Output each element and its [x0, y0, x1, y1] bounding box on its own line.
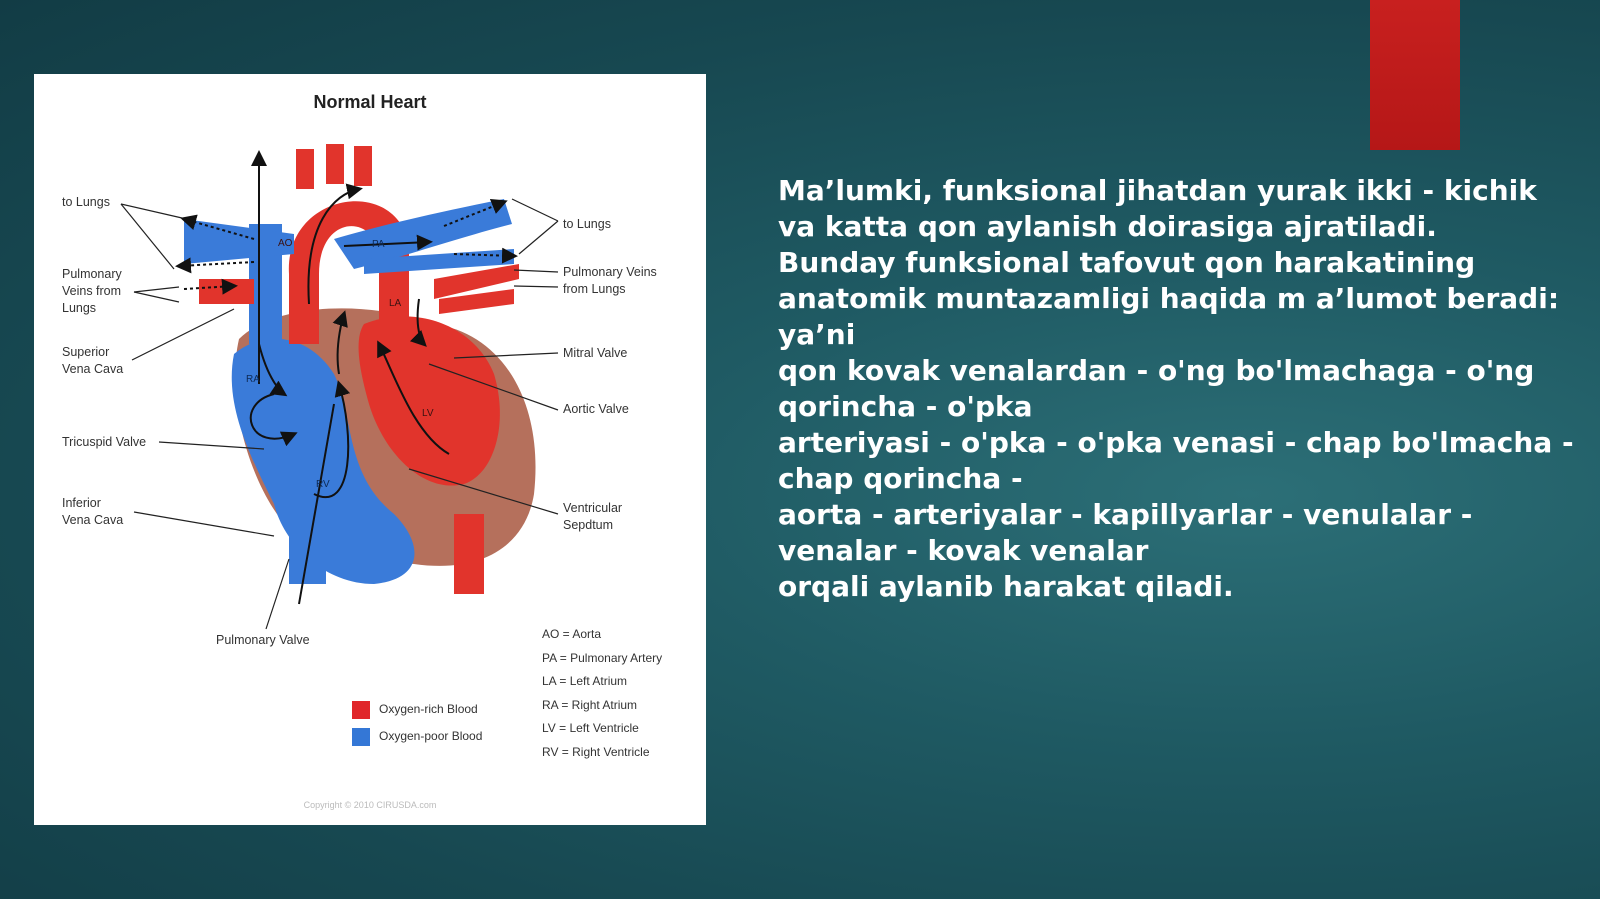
inferior-vena-cava	[289, 514, 326, 584]
diagram-title: Normal Heart	[313, 92, 427, 112]
body-line: va katta qon aylanish doirasiga ajratiladi.	[778, 210, 1437, 243]
tag-pa: PA	[372, 239, 385, 250]
abbreviation-item: LV = Left Ventricle	[542, 721, 639, 735]
label-pulmonary-veins-right: Pulmonary Veins from Lungs	[563, 265, 657, 296]
label-aortic-valve: Aortic Valve	[563, 402, 629, 416]
legend-swatch-blue	[352, 728, 370, 746]
legend-label-oxygen-poor: Oxygen-poor Blood	[379, 729, 483, 744]
legend-oxygen-poor	[352, 728, 482, 746]
legend-label-oxygen-rich: Oxygen-rich Blood	[379, 702, 478, 717]
label-to-lungs-left: to Lungs	[62, 195, 110, 209]
label-ventricular-septum: Ventricular Sepdtum	[563, 501, 623, 532]
decorative-red-tab	[1370, 0, 1460, 150]
legend-oxygen-rich	[352, 701, 478, 719]
tag-la: LA	[389, 298, 402, 309]
label-superior-vena-cava: Superior Vena Cava	[62, 345, 124, 376]
body-line: Bunday funksional tafovut qon harakatining	[778, 246, 1476, 279]
label-to-lungs-right: to Lungs	[563, 217, 611, 231]
body-line: arteriyasi - o'pka - o'pka venasi - chap bo'lmacha -	[778, 426, 1574, 459]
legend-swatch-red	[352, 701, 370, 719]
body-line: qon kovak venalardan - o'ng bo'lmachaga - o'ng	[778, 354, 1535, 387]
tag-lv: LV	[422, 408, 434, 419]
abbreviation-list	[542, 627, 662, 768]
abbreviation-item: RA = Right Atrium	[542, 697, 638, 712]
aorta-branch-1	[296, 149, 314, 189]
label-mitral-valve: Mitral Valve	[563, 346, 628, 360]
body-line: Ma’lumki, funksional jihatdan yurak ikki - kichik	[778, 174, 1537, 207]
descending-aorta	[454, 514, 484, 594]
abbreviation-item: AO = Aorta	[542, 627, 602, 641]
label-pulmonary-valve: Pulmonary Valve	[216, 633, 310, 647]
abbreviation-item: LA = Left Atrium	[542, 674, 628, 688]
body-line: aorta - arteriyalar - kapillyarlar - venulalar -	[778, 498, 1473, 531]
body-line: venalar - kovak venalar	[778, 534, 1149, 567]
slide-body-text	[778, 173, 1574, 605]
pulmonary-vein-left	[199, 279, 254, 304]
aorta-branch-3	[354, 146, 372, 186]
body-line: ya’ni	[778, 318, 856, 351]
label-pulmonary-veins-left: Pulmonary Veins from Lungs	[62, 267, 122, 315]
body-line: chap qorincha -	[778, 462, 1023, 495]
tag-ra: RA	[246, 374, 260, 385]
label-tricuspid-valve: Tricuspid Valve	[62, 435, 147, 449]
heart-diagram-image	[34, 74, 706, 825]
copyright-notice: Copyright © 2010 CIRUSDA.com	[303, 800, 437, 810]
tag-ao: AO	[278, 238, 293, 249]
body-line: orqali aylanib harakat qiladi.	[778, 570, 1234, 603]
abbreviation-item: RV = Right Ventricle	[542, 744, 650, 759]
aorta-branch-2	[326, 144, 344, 184]
body-line: anatomik muntazamligi haqida m a’lumot beradi:	[778, 282, 1560, 315]
tag-rv: RV	[316, 479, 330, 490]
label-inferior-vena-cava: Inferior Vena Cava	[62, 496, 124, 527]
body-line: qorincha - o'pka	[778, 390, 1033, 423]
abbreviation-item: PA = Pulmonary Artery	[542, 650, 663, 665]
